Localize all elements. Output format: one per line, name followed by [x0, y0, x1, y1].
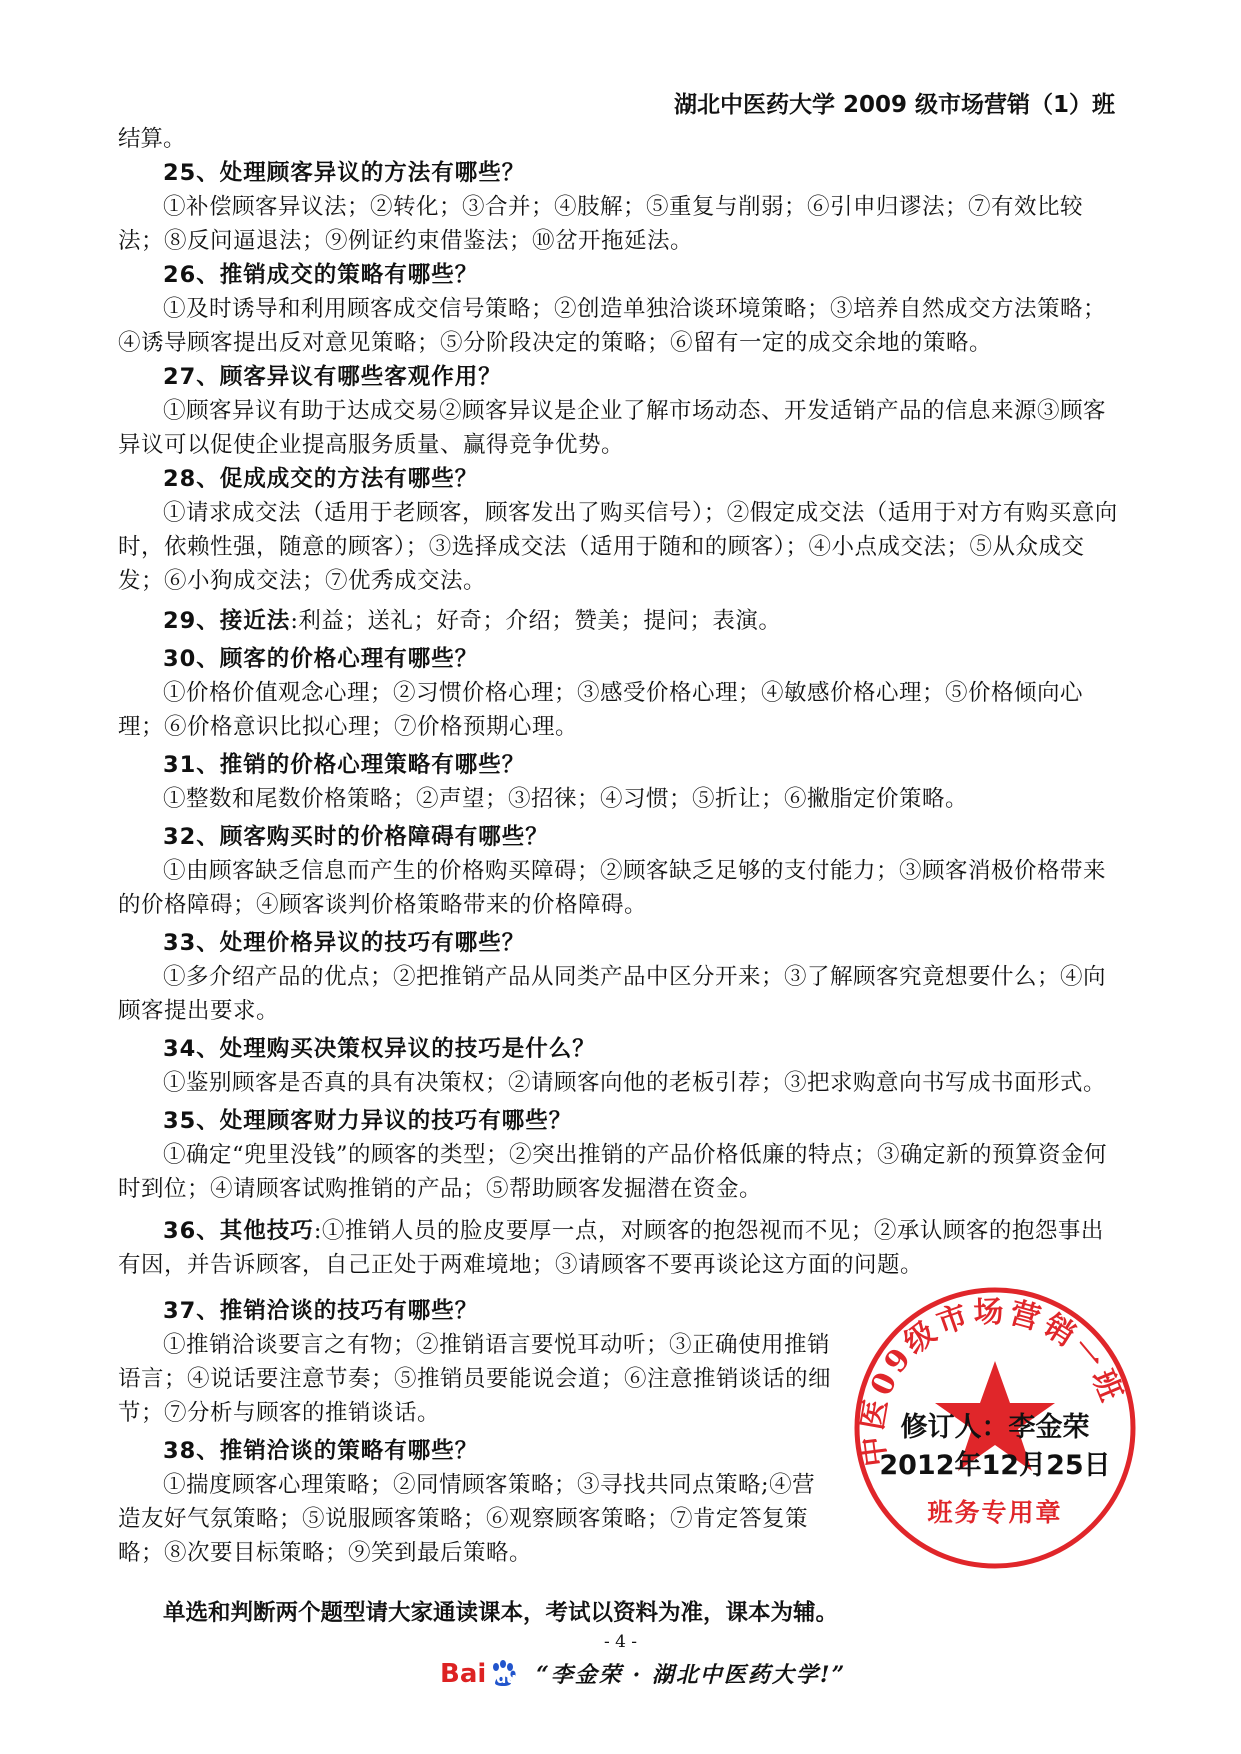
question-inline-line: [118, 1214, 1123, 1282]
question-35: [118, 1104, 1123, 1206]
footer-slogan: “李金荣 · 湖北中医药大学!”: [536, 1662, 847, 1688]
question-27: [118, 360, 1123, 462]
question-answer: ①多介绍产品的优点；②把推销产品从同类产品中区分开来；③了解顾客究竟想要什么；④向顾客提出要求。: [118, 964, 1107, 1024]
question-title: 30、顾客的价格心理有哪些？: [163, 646, 479, 672]
question-answer: ①推销洽谈要言之有物；②推销语言要悦耳动听；③正确使用推销语言；④说话要注意节奏；⑤推销员要能说会道；⑥注意推销谈话的细节；⑦分析与顾客的推销谈话。: [118, 1332, 832, 1426]
star-icon: [935, 1361, 1055, 1471]
question-answer: ①整数和尾数价格策略；②声望；③招徕；④习惯；⑤折让；⑥撇脂定价策略。: [163, 786, 969, 812]
seal-reviser: 修订人：李金荣: [900, 1412, 1090, 1443]
question-answer: ①顾客异议有助于达成交易②顾客异议是企业了解市场动态、开发适销产品的信息来源③顾客异议可以促使企业提高服务质量、赢得竞争优势。: [118, 398, 1107, 458]
page-header: 湖北中医药大学 2009 级市场营销（1）班: [673, 92, 1115, 118]
question-title: 31、推销的价格心理策略有哪些？: [163, 752, 526, 778]
question-25: [118, 156, 1123, 258]
question-30: [118, 642, 1123, 744]
question-33: [118, 926, 1123, 1028]
logo-text-du: du: [496, 1670, 517, 1687]
seal-ring-text: 中医09级市场营销一班: [854, 1294, 1130, 1469]
question-answer: :利益；送礼；好奇；介绍；赞美；提问；表演。: [290, 608, 782, 634]
question-answer: ①揣度顾客心理策略；②同情顾客策略；③寻找共同点策略;④营造友好气氛策略；⑤说服顾客策略；⑥观察顾客策略；⑦肯定答复策略；⑧次要目标策略；⑨笑到最后策略。: [118, 1472, 816, 1566]
question-title: 28、促成成交的方法有哪些？: [163, 466, 479, 492]
question-answer: ①补偿顾客异议法；②转化；③合并；④肢解；⑤重复与削弱；⑥引申归谬法；⑦有效比较法；⑧反问逼退法；⑨例证约束借鉴法；⑩岔开拖延法。: [118, 194, 1084, 254]
question-answer: ①确定“兜里没钱”的顾客的类型；②突出推销的产品价格低廉的特点；③确定新的预算资金何时到位；④请顾客试购推销的产品；⑤帮助顾客发掘潜在资金。: [118, 1142, 1108, 1202]
question-32: [118, 820, 1123, 922]
footer-banner: [440, 1658, 846, 1689]
question-title: 26、推销成交的策略有哪些？: [163, 262, 479, 288]
baidu-logo: [440, 1659, 516, 1689]
exam-note: 单选和判断两个题型请大家通读课本，考试以资料为准，课本为辅。: [163, 1600, 839, 1626]
logo-text-bai: Bai: [440, 1658, 487, 1689]
seal-date: 2012年12月25日: [879, 1450, 1111, 1481]
question-title: 32、顾客购买时的价格障碍有哪些？: [163, 824, 549, 850]
question-34: [118, 1032, 1123, 1100]
question-31: [118, 748, 1123, 816]
question-answer: ①价格价值观念心理；②习惯价格心理；③感受价格心理；④敏感价格心理；⑤价格倾向心理；⑥价格意识比拟心理；⑦价格预期心理。: [118, 680, 1084, 740]
question-answer: ①由顾客缺乏信息而产生的价格购买障碍；②顾客缺乏足够的支付能力；③顾客消极价格带来的价格障碍；④顾客谈判价格策略带来的价格障碍。: [118, 858, 1107, 918]
continuation-text: 结算。: [118, 126, 186, 152]
question-title: 35、处理顾客财力异议的技巧有哪些？: [163, 1108, 573, 1134]
question-title: 27、顾客异议有哪些客观作用？: [163, 364, 502, 390]
question-29: [118, 604, 1123, 638]
question-answer: ①鉴别顾客是否真的具有决策权；②请顾客向他的老板引荐；③把求购意向书写成书面形式。: [163, 1070, 1107, 1096]
question-26: [118, 258, 1123, 360]
question-title: 34、处理购买决策权异议的技巧是什么？: [163, 1036, 596, 1062]
question-answer: :①推销人员的脸皮要厚一点，对顾客的抱怨视而不见；②承认顾客的抱怨事出有因，并告诉顾客，自己正处于两难境地；③请顾客不要再谈论这方面的问题。: [118, 1218, 1104, 1278]
question-title: 33、处理价格异议的技巧有哪些？: [163, 930, 526, 956]
page-number: - 4 -: [603, 1632, 638, 1652]
seal-label: 班务专用章: [927, 1498, 1063, 1527]
question-title: 25、处理顾客异议的方法有哪些？: [163, 160, 526, 186]
question-title: 36、其他技巧: [163, 1218, 314, 1244]
question-title: 29、接近法: [163, 608, 291, 634]
question-28: [118, 462, 1123, 598]
question-answer: ①及时诱导和利用顾客成交信号策略；②创造单独洽谈环境策略；③培养自然成交方法策略；④诱导顾客提出反对意见策略；⑤分阶段决定的策略；⑥留有一定的成交余地的策略。: [118, 296, 1107, 356]
question-answer: ①请求成交法（适用于老顾客，顾客发出了购买信号）；②假定成交法（适用于对方有购买意向时，依赖性强，随意的顾客）；③选择成交法（适用于随和的顾客）；④小点成交法；⑤从众成交发；⑥小狗成交法；⑦优秀成交法。: [118, 500, 1118, 594]
question-inline-line: [118, 604, 1123, 638]
question-title: 37、推销洽谈的技巧有哪些？: [163, 1298, 479, 1324]
official-seal: [850, 1283, 1140, 1573]
question-36: [118, 1214, 1123, 1282]
question-title: 38、推销洽谈的策略有哪些？: [163, 1438, 479, 1464]
